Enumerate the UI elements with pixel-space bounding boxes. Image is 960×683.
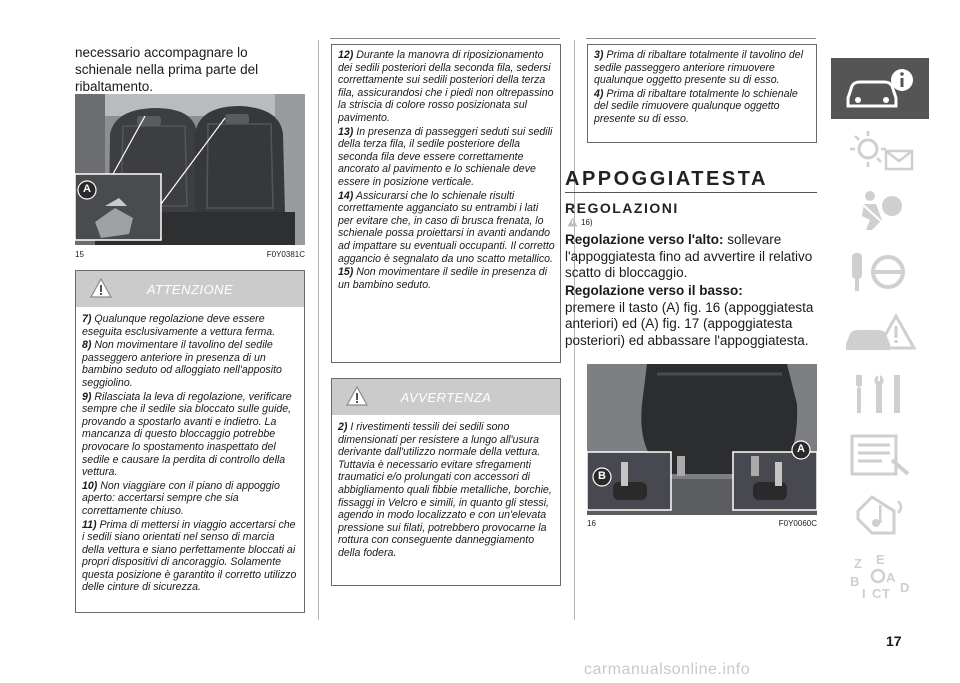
- sidebar-tab-car-info[interactable]: [831, 58, 929, 119]
- attenzione-body: [76, 307, 304, 599]
- svg-text:I: I: [862, 585, 866, 601]
- warning-item: 9) Rilasciata la leva di regolazione, verificare sempre che il sedile sia bloccato sulle guide, provando a spostarlo avanti e indietro. La mancanza di questo bloccaggio potrebbe provocare lo spostamento inaspettato del sedile e causare la perdita di controllo della vettura.: [82, 390, 292, 479]
- sidebar-tab-emergency[interactable]: [831, 302, 929, 363]
- avvertenza-title: AVVERTENZA: [400, 390, 492, 405]
- warning-reference: [567, 217, 593, 227]
- figure-16-number: 16: [587, 519, 596, 528]
- svg-text:C: C: [872, 585, 882, 601]
- figure-16-callout-a: A: [797, 443, 805, 455]
- figure-16-code: F0Y0060C: [778, 519, 817, 528]
- subsection-title: REGOLAZIONI: [565, 200, 679, 216]
- raise-instruction: [565, 232, 817, 282]
- section-rule: [565, 192, 817, 193]
- page-number: 17: [886, 633, 902, 649]
- watermark: carmanualsonline.info: [584, 661, 751, 678]
- warning-triangle-icon: [567, 217, 578, 227]
- airbag-safety-icon: [842, 186, 918, 236]
- sidebar-tab-technical-data[interactable]: [831, 424, 929, 485]
- avvertenza-box: [331, 378, 561, 586]
- figure-15-caption: [75, 250, 305, 259]
- lower-text: premere il tasto (A) fig. 16 (appoggiatesta anteriori) ed (A) fig. 17 (appoggiatesta posteriori) ed abbassare l'appoggiatesta.: [565, 299, 814, 348]
- sidebar-tab-dashboard[interactable]: [831, 119, 929, 180]
- lower-instruction: [565, 283, 817, 349]
- technical-data-icon: [842, 430, 918, 480]
- warning-item: 11) Prima di mettersi in viaggio accertarsi che i sedili siano orientati nel senso di marcia della vettura e siano perfettamente bloccati ai propri dispositivi di ancoraggio. Solamente questa posizione è garantito il corretto utilizzo delle cinture di sicurezza.: [82, 518, 297, 594]
- sidebar-tab-multimedia[interactable]: [831, 485, 929, 546]
- attenzione-title: ATTENZIONE: [146, 282, 234, 297]
- svg-text:D: D: [900, 579, 910, 595]
- svg-text:E: E: [876, 551, 885, 567]
- raise-text: sollevare l'appoggiatesta fino ad avvertire il relativo scatto di bloccaggio.: [565, 232, 813, 280]
- maintenance-tools-icon: [842, 369, 918, 419]
- warning-item: 7) Qualunque regolazione deve essere eseguita esclusivamente a vettura ferma.: [82, 313, 276, 338]
- warning-item: 14) Assicurarsi che lo schienale risulti correttamente agganciato su entrambi i lati per evitare che, in caso di brusca frenata, lo schienale possa proiettarsi in avanti andando ad impattare su eventuali occupanti. Il corretto aggancio è segnalato da uno scatto metallico.: [338, 189, 555, 265]
- warning-item: 15) Non movimentare il sedile in presenza di un bambino seduto.: [338, 266, 548, 291]
- notice-item: 2) I rivestimenti tessili dei sedili sono dimensionati per resistere a lungo all'usura derivante dall'utilizzo normale della vettura. Tuttavia è necessario evitare sfregamenti traumatici e/o prolungati con accessori di abbigliamento quali fibbie metalliche, borchie, fissaggi in Velcro e simili, in quanto gli stessi, agendo in modo localizzato e con un'elevata pressione sui filati, potrebbero provocarne la rottura con conseguente danneggiamento della fodera.: [338, 421, 552, 559]
- figure-16-caption: [587, 519, 817, 528]
- notice-item: 4) Prima di ribaltare totalmente lo schienale del sedile rimuovere qualunque oggetto presente su di esso.: [594, 87, 798, 125]
- top-rule-col2: [330, 38, 560, 39]
- intro-text: necessario accompagnare lo schienale nella prima parte del ribaltamento.: [75, 45, 259, 94]
- sidebar-tab-safety[interactable]: [831, 180, 929, 241]
- figure-16-image: [587, 364, 817, 515]
- attenzione-header: [76, 271, 304, 307]
- section-title: APPOGGIATESTA: [565, 168, 768, 190]
- attenzione-box: [75, 270, 305, 613]
- multimedia-icon: [842, 491, 918, 541]
- sidebar-tab-starting[interactable]: [831, 241, 929, 302]
- alphabetical-index-icon: [842, 552, 918, 602]
- figure-15-code: F0Y0381C: [266, 250, 305, 259]
- avvertenza-header: [332, 379, 560, 415]
- warning-item: 12) Durante la manovra di riposizionamento dei sedili posteriori della seconda fila, sedersi correttamente sui sedili posteriori della terza fila, assicurandosi che i piedi non oltrepassino la striscia di colore rosso posizionata sul pavimento.: [338, 49, 554, 124]
- notice-item: 3) Prima di ribaltare totalmente il tavolino del sedile passeggero anteriore rimuovere qualunque oggetto presente su di esso.: [594, 49, 804, 87]
- figure-16-callout-b: B: [598, 470, 606, 482]
- svg-text:T: T: [882, 585, 890, 601]
- sidebar-tab-maintenance[interactable]: [831, 363, 929, 424]
- avvertenza-continued-box: [587, 44, 817, 143]
- attenzione-continued-box: [331, 44, 561, 363]
- dashboard-lights-icon: [842, 125, 918, 175]
- column-divider-left: [318, 40, 319, 620]
- key-steering-start-icon: [842, 247, 918, 297]
- svg-text:A: A: [886, 569, 896, 585]
- raise-lead: Regolazione verso l'alto:: [565, 232, 724, 247]
- warning-item: 8) Non movimentare il tavolino del sedile passeggero anteriore in presenza di un bambino seduto od alloggiato nell'apposito seggiolino.: [82, 339, 282, 389]
- avvertenza-body: [332, 415, 560, 565]
- lower-lead: Regolazione verso il basso:: [565, 283, 743, 298]
- figure-15-number: 15: [75, 250, 84, 259]
- figure-15-callout-a: A: [83, 183, 91, 195]
- emergency-warning-icon: [842, 308, 918, 358]
- top-rule-col3: [586, 38, 816, 39]
- chapter-sidebar: [831, 58, 929, 610]
- svg-text:Z: Z: [854, 555, 862, 571]
- warning-reference-number: 16): [581, 217, 593, 227]
- figure-15-image: [75, 94, 305, 245]
- car-info-icon: [842, 64, 918, 114]
- warning-item: 10) Non viaggiare con il piano di appoggio aperto: accertarsi sempre che sia correttamente chiuso.: [82, 479, 280, 517]
- warning-item: 13) In presenza di passeggeri seduti sui sedili della terza fila, il sedile posteriore della seconda fila deve essere correttamente ancorato al pavimento e lo schienale deve essere in posizione verticale.: [338, 125, 553, 188]
- sidebar-tab-index[interactable]: [831, 546, 929, 607]
- svg-text:B: B: [850, 573, 860, 589]
